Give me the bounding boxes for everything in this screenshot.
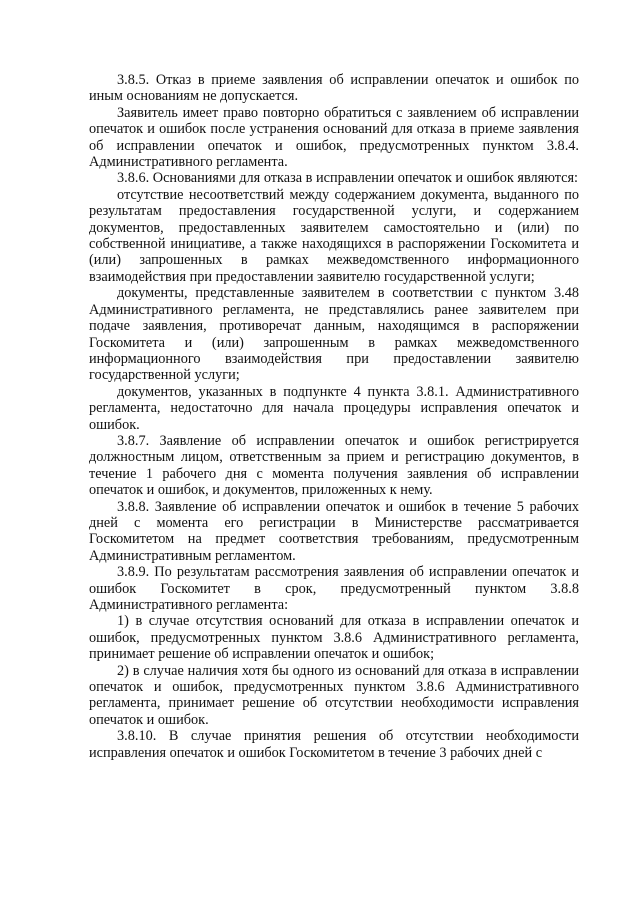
paragraph-3-8-9-item-2: 2) в случае наличия хотя бы одного из оснований для отказа в исправлении опечаток и ошибок, предусмотренных пунктом 3.8.6 Административного регламента, принимает решение об отсутствии необходимости исправления опечаток и ошибок. (89, 662, 579, 728)
paragraph-refusal-reason-2: документы, представленные заявителем в соответствии с пунктом 3.48 Административного регламента, не представлялись ранее заявителем при подаче заявления, противоречат данным, находящимся в распоряжении Госкомитета и (или) запрошенным в рамках межведомственного информационного взаимодействия при предоставлении заявителю государственной услуги; (89, 285, 579, 384)
paragraph-3-8-8: 3.8.8. Заявление об исправлении опечаток и ошибок в течение 5 рабочих дней с момента его регистрации в Министерстве рассматривается Госкомитетом на предмет соответствия требованиям, предусмотренным Административным регламентом. (89, 498, 579, 564)
paragraph-3-8-6: 3.8.6. Основаниями для отказа в исправлении опечаток и ошибок являются: (117, 170, 579, 187)
paragraph-3-8-7: 3.8.7. Заявление об исправлении опечаток и ошибок регистрируется должностным лицом, ответственным за прием и регистрацию документов, в течение 1 рабочего дня с момента получения заявления об исправлении опечаток и ошибок, и документов, приложенных к нему. (89, 432, 579, 499)
paragraph-reapply-right: Заявитель имеет право повторно обратиться с заявлением об исправлении опечаток и ошибок после устранения оснований для отказа в приеме заявления об исправлении опечаток и ошибок, предусмотренных пунктом 3.8.4. Административного регламента. (89, 104, 579, 171)
document-page (89, 72, 579, 761)
paragraph-refusal-reason-1: отсутствие несоответствий между содержанием документа, выданного по результатам предоставления государственной услуги, и содержанием документов, предоставленных заявителем самостоятельно и (или) по собственной инициативе, а также находящихся в распоряжении Госкомитета и (или) запрошенных в рамках межведомственного информационного взаимодействия при предоставлении заявителю государственной услуги; (89, 186, 579, 285)
paragraph-refusal-reason-3: документов, указанных в подпункте 4 пункта 3.8.1. Административного регламента, недостаточно для начала процедуры исправления опечаток и ошибок. (89, 383, 579, 433)
paragraph-3-8-9: 3.8.9. По результатам рассмотрения заявления об исправлении опечаток и ошибок Госкомитет в срок, предусмотренный пунктом 3.8.8 Административного регламента: (89, 564, 579, 613)
paragraph-3-8-5: 3.8.5. Отказ в приеме заявления об исправлении опечаток и ошибок по иным основаниям не допускается. (89, 72, 579, 105)
paragraph-3-8-10: 3.8.10. В случае принятия решения об отсутствии необходимости исправления опечаток и ошибок Госкомитетом в течение 3 рабочих дней с (89, 728, 579, 761)
paragraph-3-8-9-item-1: 1) в случае отсутствия оснований для отказа в исправлении опечаток и ошибок, предусмотренных пунктом 3.8.6 Административного регламента, принимает решение об исправлении опечаток и ошибок; (89, 613, 579, 663)
